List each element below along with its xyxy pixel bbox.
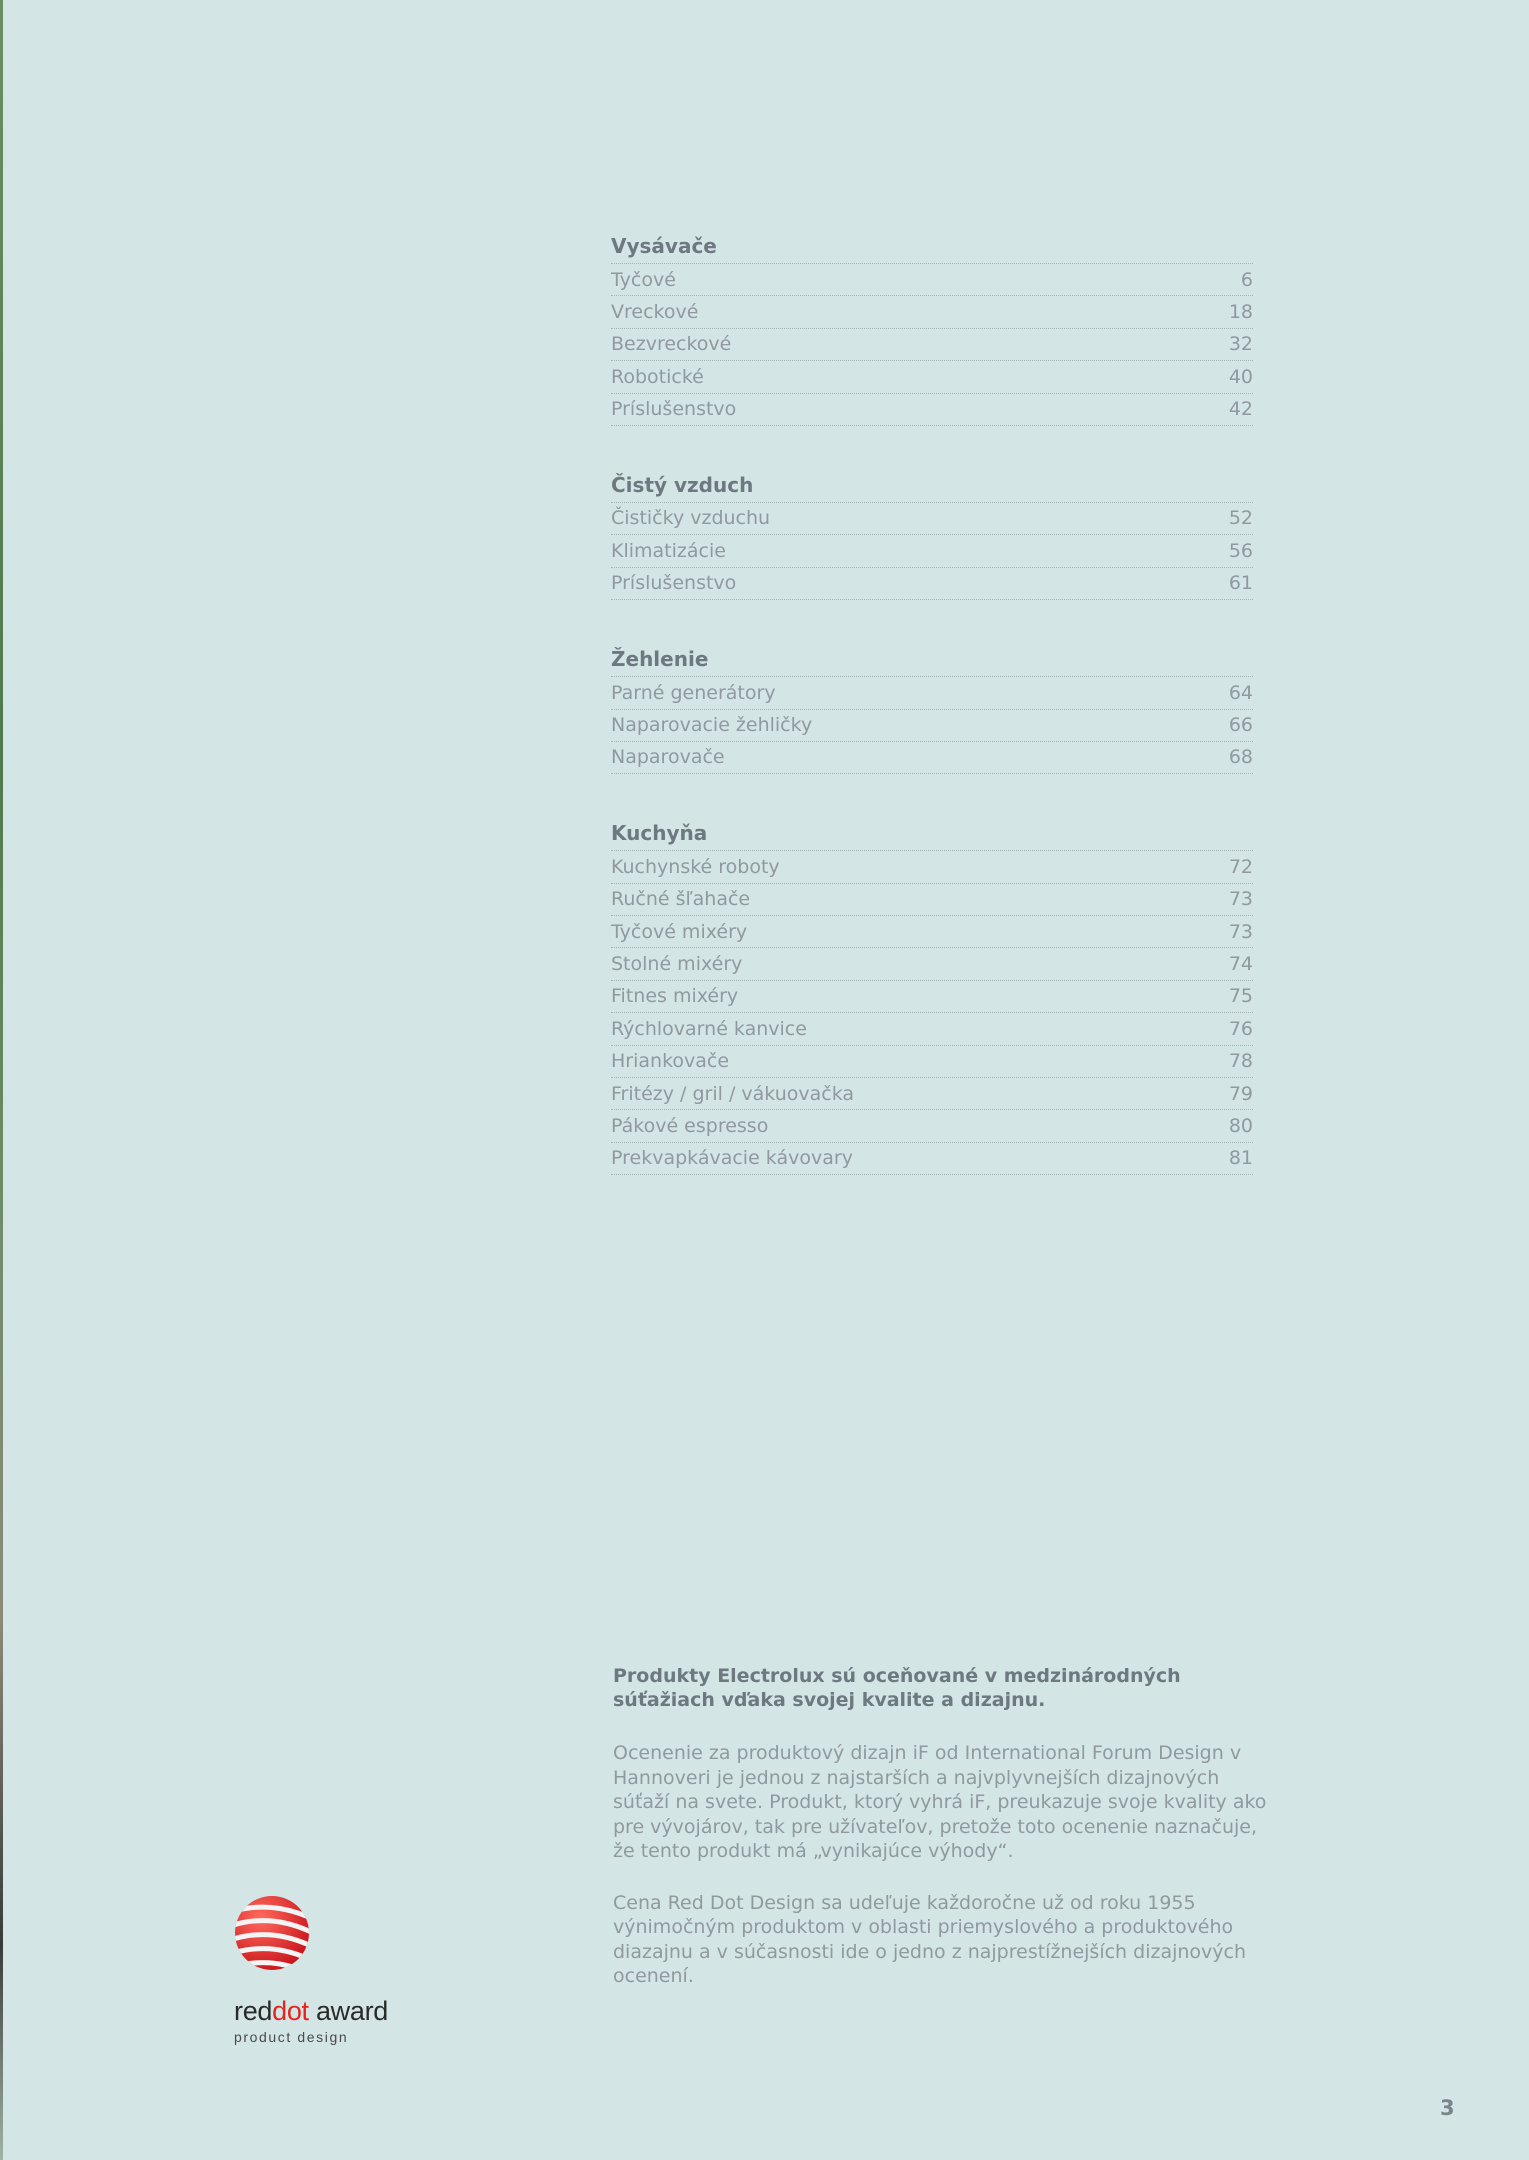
toc-entry[interactable] <box>611 710 1253 742</box>
toc-entry-label: Fritézy / gril / vákuovačka <box>611 1082 855 1105</box>
toc-entry-page: 40 <box>1228 365 1253 388</box>
toc-entry-page: 61 <box>1228 572 1253 595</box>
toc-entry-page: 52 <box>1228 507 1253 530</box>
toc-entry-page: 6 <box>1240 268 1253 291</box>
toc-entry[interactable] <box>611 677 1253 709</box>
toc-section <box>611 230 1253 426</box>
toc-entry-label: Príslušenstvo <box>611 398 737 421</box>
toc-entry[interactable] <box>611 296 1253 328</box>
toc-entry[interactable] <box>611 535 1253 567</box>
toc-entry[interactable] <box>611 503 1253 535</box>
reddot-award-logo <box>232 1893 402 2053</box>
reddot-globe-icon <box>232 1893 312 1973</box>
awards-intro: Produkty Electrolux sú oceňované v medzinárodných súťažiach vďaka svojej kvalite a dizajnu. <box>613 1665 1181 1711</box>
toc-entry-label: Tyčové mixéry <box>611 920 748 943</box>
toc-entry[interactable] <box>611 981 1253 1013</box>
toc-entry[interactable] <box>611 394 1253 426</box>
toc-entry-label: Čističky vzduchu <box>611 507 771 530</box>
toc-section-heading: Žehlenie <box>611 643 1253 677</box>
page-edge-strip <box>0 0 3 2160</box>
toc-section-heading: Kuchyňa <box>611 817 1253 851</box>
toc-entry[interactable] <box>611 264 1253 296</box>
awards-paragraph-if: Ocenenie za produktový dizajn iF od International Forum Design v Hannoveri je jednou z najstarších a najvplyvnejších dizajnových súťaží na svete. Produkt, ktorý vyhrá iF, preukazuje svoje kvality ako pre vývojárov, tak pre užívateľov, pretože toto ocenenie naznačuje, že tento produkt má „vynikajúce výhody“. <box>613 1742 1267 1862</box>
toc-entry[interactable] <box>611 884 1253 916</box>
toc-entry-label: Parné generátory <box>611 681 776 704</box>
awards-paragraph-reddot: Cena Red Dot Design sa udeľuje každoročne už od roku 1955 výnimočným produktom v oblasti priemyslového a produktového diazajnu a v súčasnosti ide o jedno z najprestížnejších dizajnových ocenení. <box>613 1891 1247 1987</box>
toc-section <box>611 817 1253 1175</box>
toc-entry-page: 78 <box>1228 1050 1253 1073</box>
toc-entry-label: Tyčové <box>611 268 676 291</box>
toc-section <box>611 643 1253 774</box>
toc-entry-label: Fitnes mixéry <box>611 985 739 1008</box>
toc-entry-label: Príslušenstvo <box>611 572 737 595</box>
toc-entry-page: 81 <box>1228 1147 1253 1170</box>
toc-entry-page: 75 <box>1228 985 1253 1008</box>
toc-entry[interactable] <box>611 742 1253 774</box>
awards-text-block <box>613 1664 1273 2016</box>
toc-entry[interactable] <box>611 568 1253 600</box>
toc-entry-page: 68 <box>1228 746 1253 769</box>
toc-section-heading: Čistý vzduch <box>611 469 1253 503</box>
toc-entry-page: 66 <box>1228 714 1253 737</box>
toc-entry[interactable] <box>611 1046 1253 1078</box>
toc-entry-label: Stolné mixéry <box>611 952 743 975</box>
toc-entry[interactable] <box>611 361 1253 393</box>
toc-entry-page: 73 <box>1228 888 1253 911</box>
toc-entry-label: Naparovače <box>611 746 725 769</box>
toc-entry-label: Pákové espresso <box>611 1114 769 1137</box>
toc-entry-page: 80 <box>1228 1114 1253 1137</box>
toc-entry-page: 73 <box>1228 920 1253 943</box>
toc-entry[interactable] <box>611 948 1253 980</box>
toc-section <box>611 469 1253 600</box>
toc-entry[interactable] <box>611 916 1253 948</box>
toc-entry-page: 79 <box>1228 1082 1253 1105</box>
toc-entry-page: 42 <box>1228 398 1253 421</box>
toc-entry-label: Hriankovače <box>611 1050 730 1073</box>
toc-entry[interactable] <box>611 1143 1253 1175</box>
toc-entry-page: 18 <box>1228 300 1253 323</box>
toc-entry-label: Prekvapkávacie kávovary <box>611 1147 853 1170</box>
toc-entry[interactable] <box>611 1110 1253 1142</box>
toc-entry-page: 32 <box>1228 333 1253 356</box>
toc-entry-label: Kuchynské roboty <box>611 855 780 878</box>
page-number: 3 <box>1440 2096 1455 2120</box>
toc-entry[interactable] <box>611 1078 1253 1110</box>
toc-entry-label: Vreckové <box>611 300 699 323</box>
toc-entry-label: Bezvreckové <box>611 333 732 356</box>
toc-entry-label: Ručné šľahače <box>611 888 751 911</box>
toc-entry[interactable] <box>611 851 1253 883</box>
toc-entry[interactable] <box>611 329 1253 361</box>
reddot-wordmark: reddot award <box>234 1996 389 2026</box>
reddot-subtitle: product design <box>234 2029 349 2045</box>
toc-entry-page: 72 <box>1228 855 1253 878</box>
toc-section-heading: Vysávače <box>611 230 1253 264</box>
toc-entry-label: Naparovacie žehličky <box>611 714 813 737</box>
toc-entry-page: 74 <box>1228 952 1253 975</box>
toc-entry-label: Robotické <box>611 365 704 388</box>
toc-entry-page: 56 <box>1228 539 1253 562</box>
toc-entry-page: 76 <box>1228 1017 1253 1040</box>
toc-entry-label: Rýchlovarné kanvice <box>611 1017 807 1040</box>
toc-entry[interactable] <box>611 1013 1253 1045</box>
toc-entry-page: 64 <box>1228 681 1253 704</box>
toc-entry-label: Klimatizácie <box>611 539 726 562</box>
table-of-contents <box>611 230 1253 1218</box>
